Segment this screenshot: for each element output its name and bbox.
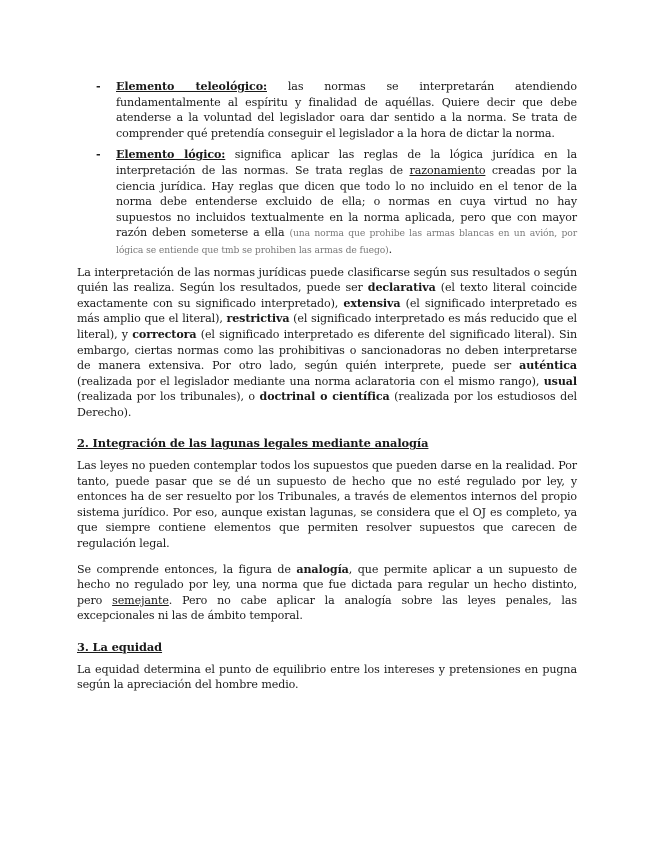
text: Se comprende entonces, la figura de: [77, 562, 297, 576]
list-item-text: creadas por la ciencia jurídica. Hay reglas que dicen que todo lo no incluido en el tenor de la norma debe entenderse excluido de ella; o normas en cuya virtud no hay supuestos no incluidos textualmente en la norma aplicada, pero que con mayor razón deben someterse a ella: [116, 163, 577, 240]
term-label: Elemento lógico:: [116, 148, 226, 162]
term: usual: [543, 374, 577, 388]
example-note: (una norma que prohibe las armas blancas en un avión, por lógica se entiende que tmb se prohiben las armas de fuego): [116, 228, 577, 256]
section-heading: 2. Integración de las lagunas legales mediante analogía: [77, 436, 429, 451]
text: , que permite aplicar a un supuesto de hecho no regulado por ley, una norma que fue dictada para regular un hecho distinto, pero: [77, 562, 577, 607]
paragraph: Las leyes no pueden contemplar todos los supuestos que pueden darse en la realidad. Por tanto, puede pasar que se dé un supuesto de hecho que no esté regulado por ley, y entonces ha de ser resuelto por los Tribunales, a través de elementos internos del propio sistema jurídico. Por eso, aunque existan lagunas, se considera que el OJ es completo, ya que siempre contiene elementos que permiten resolver supuestos que carecen de regulación legal.: [77, 459, 577, 551]
text: (realizada por el legislador mediante una norma aclaratoria con el mismo rango),: [77, 374, 544, 388]
term: doctrinal o científica: [259, 390, 390, 404]
text: La interpretación de las normas jurídicas puede clasificarse según sus resultados o según quién las realiza. Según los resultados, puede ser: [77, 265, 577, 295]
text: (el significado interpretado es diferente del significado literal). Sin embargo, ciertas normas como las prohibitivas o sancionadoras no deben interpretarse de manera extensiva. Por otro lado, según quién interprete, puede ser: [77, 327, 578, 373]
underlined-word: semejante: [112, 593, 169, 607]
paragraph: La equidad determina el punto de equilibrio entre los intereses y pretensiones en pugna según la apreciación del hombre medio.: [77, 662, 577, 692]
list-item-text: .: [388, 242, 393, 256]
list-item-text: las normas se interpretarán atendiendo fundamentalmente al espíritu y finalidad de aquéllas. Quiere decir que debe atenderse a la voluntad del legislador oara dar sentido a la norma. Se trata de comprender qué pretendía conseguir el legislador a la hora de dictar la norma.: [116, 80, 577, 140]
term: analogía: [296, 562, 349, 576]
text: (el texto literal coincide exactamente con su significado interpretado),: [77, 281, 577, 310]
list-item-text: significa aplicar las reglas de la lógica jurídica en la interpretación de las normas. Se trata reglas de: [116, 148, 577, 177]
section-heading: 3. La equidad: [77, 640, 163, 654]
term-label: Elemento teleológico:: [116, 80, 267, 93]
list-item: [77, 79, 577, 141]
document-body: [77, 79, 577, 703]
list-item: [77, 147, 577, 258]
term: declarativa: [367, 281, 436, 295]
term: correctora: [132, 327, 197, 341]
term: extensiva: [343, 296, 401, 310]
paragraph: [77, 562, 577, 624]
term: auténtica: [519, 359, 577, 373]
text: (realizada por los tribunales), o: [77, 390, 260, 404]
text: (realizada por los estudiosos del Derecho).: [77, 390, 577, 419]
bullet-dash: -: [96, 80, 101, 93]
term: restrictiva: [226, 312, 290, 326]
interpretation-paragraph: [77, 265, 577, 421]
bullet-dash: -: [96, 148, 101, 162]
underlined-word: razonamiento: [409, 163, 486, 177]
text: (el significado interpretado es más amplio que el literal),: [77, 296, 578, 326]
text: (el significado interpretado es más reducido que el literal), y: [77, 312, 577, 341]
text: . Pero no cabe aplicar la analogía sobre las leyes penales, las excepcionales ni las de ámbito temporal.: [77, 593, 577, 623]
